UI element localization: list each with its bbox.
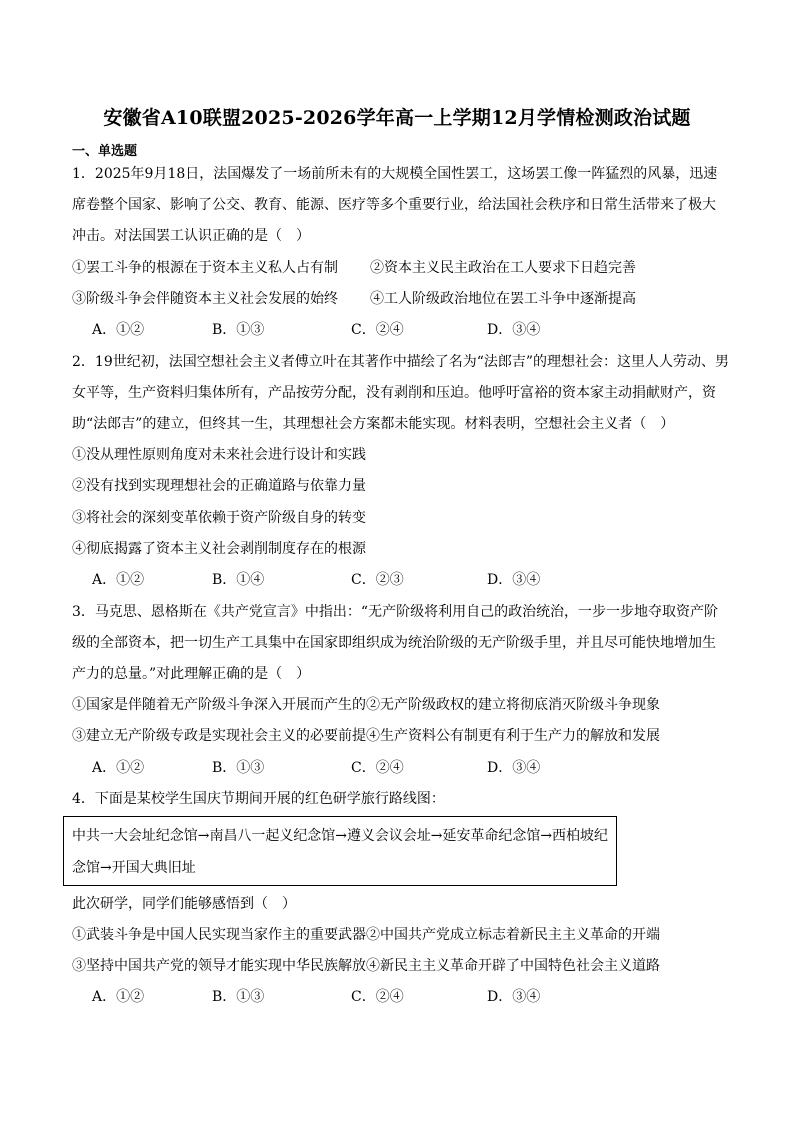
q2-option-c[interactable]: C．②③ <box>351 572 404 588</box>
route-line-1: 中共一大会址纪念馆→南昌八一起义纪念馆→遵义会议会址→延安革命纪念馆→西柏坡纪 <box>72 828 608 844</box>
q2-stem-line-2: 女平等，生产资料归集体所有，产品按劳分配，没有剥削和压迫。他呼吁富裕的资本家主动捐献财产，资 <box>72 385 716 401</box>
q2-statement-2: ②没有找到实现理想社会的正确道路与依靠力量 <box>72 478 366 494</box>
q3-statement-row-2: ③建立无产阶级专政是实现社会主义的必要前提④生产资料公有制更有利于生产力的解放和发展 <box>72 728 660 744</box>
q1-option-c[interactable]: C．②④ <box>351 322 404 338</box>
q4-statement-row-1: ①武装斗争是中国人民实现当家作主的重要武器②中国共产党成立标志着新民主主义革命的开端 <box>72 927 660 943</box>
q4-question: 此次研学，同学们能够感悟到（ ） <box>72 896 296 912</box>
q1-statement-1: ①罢工斗争的根源在于资本主义私人占有制 <box>72 260 338 276</box>
q4-statement-row-2: ③坚持中国共产党的领导才能实现中华民族解放④新民主主义革命开辟了中国特色社会主义道路 <box>72 958 660 974</box>
q4-option-c[interactable]: C．②④ <box>351 989 404 1005</box>
section-heading: 一、单选题 <box>72 144 138 159</box>
route-line-2: 念馆→开国大典旧址 <box>72 860 196 876</box>
q1-stem-line-2: 席卷整个国家、影响了公交、教育、能源、医疗等多个重要行业，给法国社会秩序和日常生活带来了极大 <box>72 197 716 213</box>
q1-statement-row-1 <box>72 259 636 277</box>
q2-stem-line-1: 2．19世纪初，法国空想社会主义者傅立叶在其著作中描绘了名为“法郎吉”的理想社会：这里人人劳动、男 <box>72 354 730 370</box>
q1-statement-4: ④工人阶级政治地位在罢工斗争中逐渐提高 <box>370 291 636 307</box>
q1-statement-row-2 <box>72 290 636 308</box>
q3-stem-line-1: 3．马克思、恩格斯在《共产党宣言》中指出：“无产阶级将利用自己的政治统治，一步一步地夺取资产阶 <box>72 604 719 620</box>
q2-statement-4: ④彻底揭露了资本主义社会剥削制度存在的根源 <box>72 541 366 557</box>
q3-stem-line-2: 级的全部资本，把一切生产工具集中在国家即组织成为统治阶级的无产阶级手里，并且尽可能快地增加生 <box>72 635 716 651</box>
q2-statement-3: ③将社会的深刻变革依赖于资产阶级自身的转变 <box>72 510 366 526</box>
q3-option-d[interactable]: D．③④ <box>487 760 541 776</box>
q2-option-d[interactable]: D．③④ <box>487 572 541 588</box>
q2-option-b[interactable]: B．①④ <box>212 572 265 588</box>
q4-option-d[interactable]: D．③④ <box>487 989 541 1005</box>
q1-statement-2: ②资本主义民主政治在工人要求下日趋完善 <box>370 260 636 276</box>
q1-stem-line-3: 冲击。对法国罢工认识正确的是（ ） <box>72 228 310 244</box>
q4-stem: 4．下面是某校学生国庆节期间开展的红色研学旅行路线图： <box>72 791 445 807</box>
q3-option-b[interactable]: B．①③ <box>212 760 265 776</box>
q1-option-a[interactable]: A．①② <box>92 322 145 338</box>
q3-statement-row-1: ①国家是伴随着无产阶级斗争深入开展而产生的②无产阶级政权的建立将彻底消灭阶级斗争现象 <box>72 697 660 713</box>
q3-option-a[interactable]: A．①② <box>92 760 145 776</box>
q3-stem-line-3: 产力的总量。”对此理解正确的是（ ） <box>72 666 311 682</box>
q1-option-b[interactable]: B．①③ <box>212 322 265 338</box>
q2-option-a[interactable]: A．①② <box>92 572 145 588</box>
exam-title: 安徽省A10联盟2025-2026学年高一上学期12月学情检测政治试题 <box>103 107 691 129</box>
q3-option-c[interactable]: C．②④ <box>351 760 404 776</box>
q4-option-a[interactable]: A．①② <box>92 989 145 1005</box>
q4-option-b[interactable]: B．①③ <box>212 989 265 1005</box>
route-box <box>63 816 617 886</box>
q1-stem-line-1: 1．2025年9月18日，法国爆发了一场前所未有的大规模全国性罢工，这场罢工像一阵猛烈的风暴，迅速 <box>72 166 718 182</box>
q1-option-d[interactable]: D．③④ <box>487 322 541 338</box>
q2-statement-1: ①没从理性原则角度对未来社会进行设计和实践 <box>72 447 366 463</box>
q2-stem-line-3: 助“法郎吉”的建立，但终其一生，其理想社会方案都未能实现。材料表明，空想社会主义者（ ） <box>72 416 675 432</box>
q1-statement-3: ③阶级斗争会伴随资本主义社会发展的始终 <box>72 291 338 307</box>
